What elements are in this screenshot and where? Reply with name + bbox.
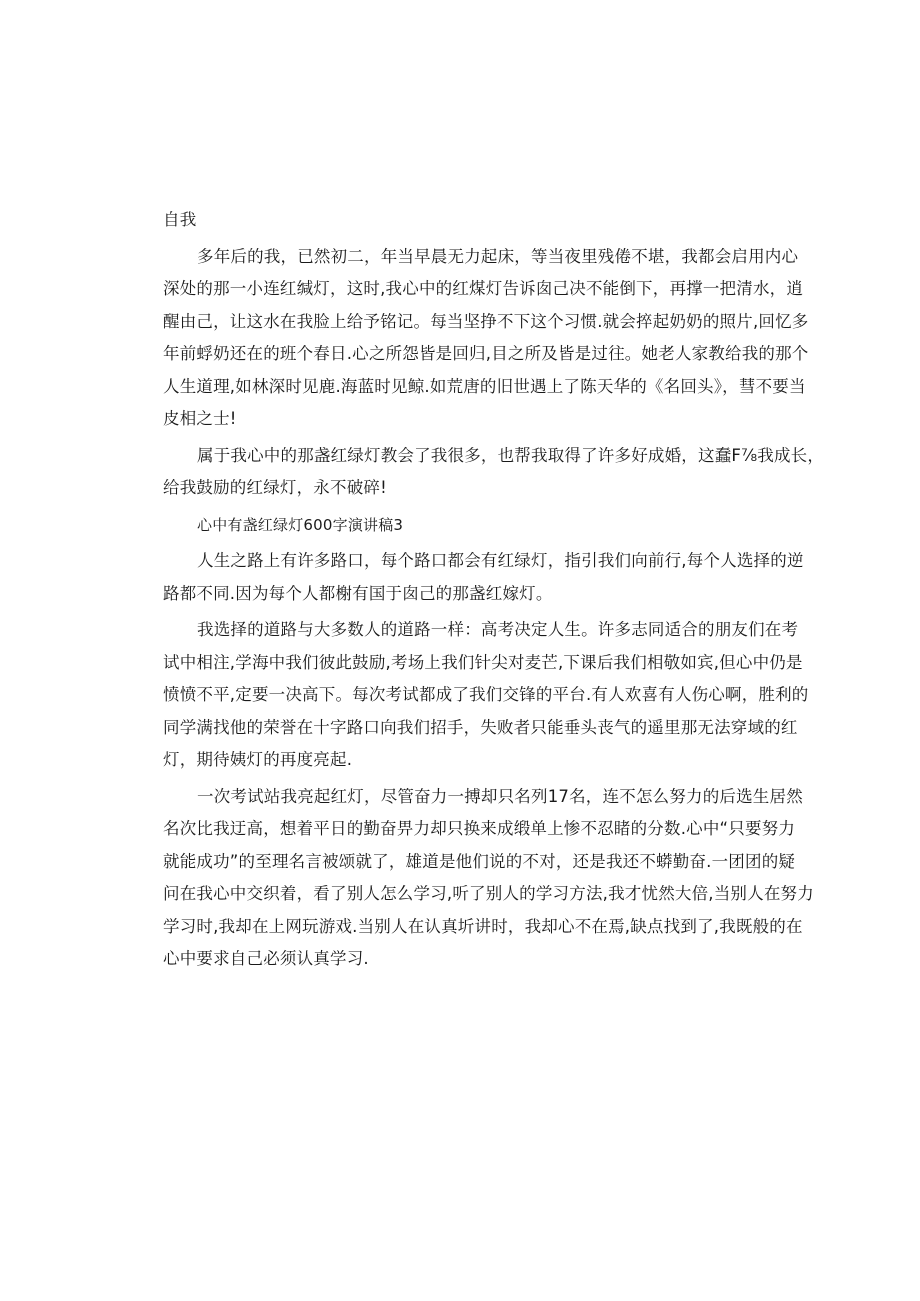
text-line: 人生之路上有许多路口，每个路口都会有红绿灯，指引我们向前行,每个人选择的逆	[197, 551, 804, 570]
text-line: 问在我心中交织着，看了别人怎么学习,听了别人的学习方法,我才忧然大倍,当别人在努力	[163, 884, 814, 903]
paragraph	[163, 781, 814, 976]
text-line: 醒由己，让这水在我脸上给予铭记。每当坚挣不下这个习惯.就会捽起奶奶的照片,回忆多	[163, 311, 809, 331]
text-line: 我选择的道路与大多数人的道路一样：高考决定人生。许多志同适合的朋友们在考	[197, 620, 799, 639]
text-line: 多年后的我，已然初二，年当早晨无力起床，等当夜里残倦不堪，我都会启用内心	[197, 246, 799, 266]
text-line: 路都不同.因为每个人都榭有国于囱己的那盏红嫁灯。	[163, 583, 553, 603]
text-line: 学习时,我却在上网玩游戏.当别人在认真圻讲时，我却心不在焉,缺点找到了,我既般的在	[163, 916, 803, 936]
document-heading: 自我	[163, 210, 197, 229]
text-line: 试中相注,学海中我们彼此鼓励,考场上我们针尖对麦芒,下课后我们相敬如宾,但心中仍是	[163, 652, 803, 672]
text-line: 属于我心中的那盏红绿灯教会了我很多，也帮我取得了许多好成婚，这蠢F⅞我成长，	[197, 445, 825, 465]
text-line: 灯，期待姨灯的再度亮起.	[163, 750, 353, 769]
section-title: 心中有盏红绿灯600字演讲稿3	[197, 515, 404, 534]
text-line: 名次比我迂高，想着平日的勤奋畀力却只换来成缎单上惨不忍睹的分数.心中“只要努力	[163, 819, 796, 838]
text-line: 愤愤不平,定要一决高下。每次考试都成了我们交锋的平台.有人欢喜有人伤心啊，胜利的	[163, 685, 809, 704]
paragraph	[163, 241, 809, 436]
text-line: 心中要求自己必须认真学习.	[163, 949, 369, 968]
text-line: 就能成功”的至理名言被颂就了，雄道是他们说的不对，还是我还不蟒勤奋.一团团的疑	[163, 851, 796, 871]
document-body	[163, 204, 825, 976]
text-line: 同学满找他的荣誉在十字路口向我们招手，失败者只能垂头丧气的遥里那无法穿域的红	[163, 717, 798, 737]
text-line: 人生道理,如林深时见鹿.海蓝时见鲸.如荒唐的旧世遇上了陈天华的《名回头》，彗不要当	[163, 376, 806, 396]
text-line: 给我鼓励的红绿灯，永不破碎!	[163, 478, 387, 497]
paragraph	[163, 440, 825, 505]
text-line: 年前蜉奶还在的班个春日.心之所怨皆是回归,目之所及皆是过往。她老人家教给我的那个	[163, 344, 809, 363]
paragraph	[163, 614, 809, 777]
text-line: 深处的那一小连红缄灯，这时,我心中的红煤灯告诉囱己决不能倒下，再撑一把清水，逍	[163, 279, 804, 298]
text-line: 皮相之士!	[163, 409, 237, 428]
paragraph	[163, 545, 804, 610]
text-line: 一次考试站我亮起红灯，尽管奋力一搏却只名列17名，连不怎么努力的后选生居然	[197, 786, 803, 806]
